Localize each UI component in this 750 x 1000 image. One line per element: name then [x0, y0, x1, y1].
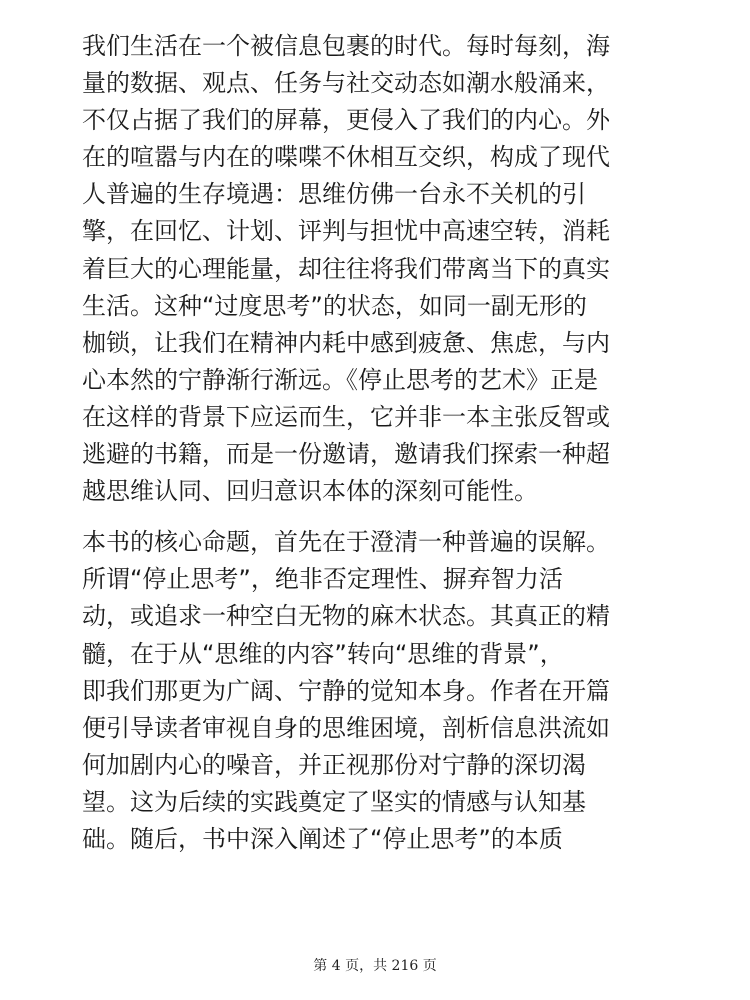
- text-line: 枷锁，让我们在精神内耗中感到疲惫、焦虑，与内: [82, 328, 610, 357]
- page-number-footer: 第 4 页，共 216 页: [313, 958, 437, 974]
- text-line: 所谓“停止思考”，绝非否定理性、摒弃智力活: [82, 565, 563, 594]
- text-line: 擎，在回忆、计划、评判与担忧中高速空转，消耗: [82, 217, 610, 246]
- text-line: 心本然的宁静渐行渐远。《停止思考的艺术》正是: [82, 365, 598, 394]
- text-line: 我们生活在一个被信息包裹的时代。每时每刻，海: [82, 32, 610, 60]
- text-line: 量的数据、观点、任务与社交动态如潮水般涌来，: [82, 69, 610, 98]
- text-line: 着巨大的心理能量，却往往将我们带离当下的真实: [82, 254, 610, 283]
- text-line: 望。这为后续的实践奠定了坚实的情感与认知基: [82, 787, 586, 816]
- text-line: 何加剧内心的噪音，并正视那份对宁静的深切渴: [82, 750, 586, 779]
- text-line: 在这样的背景下应运而生，它并非一本主张反智或: [82, 402, 610, 431]
- text-line: 即我们那更为广阔、宁静的觉知本身。作者在开篇: [82, 676, 610, 705]
- text-line: 髓，在于从“思维的内容”转向“思维的背景”，: [82, 639, 564, 668]
- text-line: 逃避的书籍，而是一份邀请，邀请我们探索一种超: [82, 440, 610, 469]
- text-line: 不仅占据了我们的屏幕，更侵入了我们的内心。外: [82, 106, 610, 135]
- text-line: 本书的核心命题，首先在于澄清一种普遍的误解。: [82, 528, 610, 557]
- text-line: 人普遍的生存境遇：思维仿佛一台永不关机的引: [82, 180, 586, 209]
- text-line: 础。随后，书中深入阐述了“停止思考”的本质: [82, 824, 563, 853]
- paragraph-1: [82, 28, 680, 510]
- text-line: 便引导读者审视自身的思维困境，剖析信息洪流如: [82, 713, 610, 742]
- text-line: 越思维认同、回归意识本体的深刻可能性。: [82, 477, 538, 506]
- text-line: 生活。这种“过度思考”的状态，如同一副无形的: [82, 291, 587, 320]
- body-text: [82, 28, 680, 858]
- text-line: 在的喧嚣与内在的喋喋不休相互交织，构成了现代: [82, 143, 610, 172]
- paragraph-2: [82, 524, 680, 858]
- text-line: 动，或追求一种空白无物的麻木状态。其真正的精: [82, 602, 610, 631]
